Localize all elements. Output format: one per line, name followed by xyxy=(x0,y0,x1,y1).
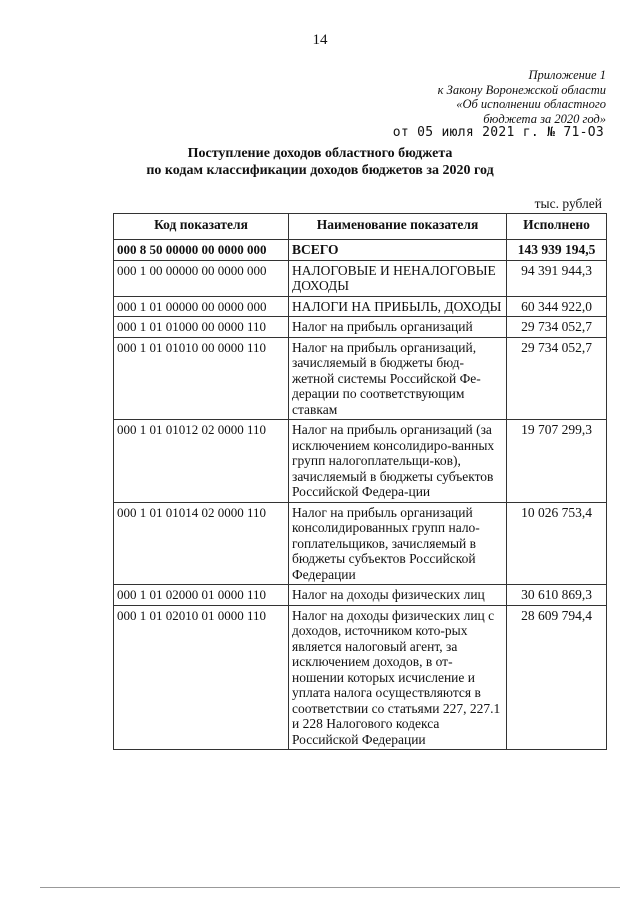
document-title xyxy=(0,145,640,179)
row-code: 000 1 01 00000 00 0000 000 xyxy=(114,296,289,317)
row-name: НАЛОГИ НА ПРИБЫЛЬ, ДОХОДЫ xyxy=(289,296,507,317)
table-row xyxy=(114,585,607,606)
row-value: 19 707 299,3 xyxy=(507,420,607,503)
row-value: 30 610 869,3 xyxy=(507,585,607,606)
appendix-line: «Об исполнении областного xyxy=(456,97,606,111)
row-name: Налог на доходы физических лиц с доходов, источником кото-рых является налоговый агент, за исключением доходов, в от-ношении которых исчисление и уплата налога осуществляются в соответствии со статьями 227, 227.1 и 228 Налогового кодекса Российской Федерации xyxy=(289,605,507,750)
row-name: Налог на прибыль организаций (за исключением консолидиро-ванных групп налогоплательщи-ков), зачисляемый в бюджеты субъектов Российской Федера-ции xyxy=(289,420,507,503)
row-code: 000 1 01 01014 02 0000 110 xyxy=(114,502,289,585)
row-name: Налог на доходы физических лиц xyxy=(289,585,507,606)
appendix-line: к Закону Воронежской области xyxy=(437,82,606,97)
title-line: по кодам классификации доходов бюджетов за 2020 год xyxy=(146,163,494,178)
row-value: 10 026 753,4 xyxy=(507,502,607,585)
appendix-note xyxy=(346,68,606,126)
row-name: НАЛОГОВЫЕ И НЕНАЛОГОВЫЕ ДОХОДЫ xyxy=(289,260,507,296)
row-name: Налог на прибыль организаций xyxy=(289,317,507,338)
row-code: 000 8 50 00000 00 0000 000 xyxy=(114,240,289,261)
units-label: тыс. рублей xyxy=(534,196,602,211)
table-row xyxy=(114,502,607,585)
row-value: 29 734 052,7 xyxy=(507,317,607,338)
table-row xyxy=(114,317,607,338)
table-row xyxy=(114,605,607,750)
row-code: 000 1 01 01000 00 0000 110 xyxy=(114,317,289,338)
row-code: 000 1 01 02000 01 0000 110 xyxy=(114,585,289,606)
row-value: 60 344 922,0 xyxy=(507,296,607,317)
row-value: 28 609 794,4 xyxy=(507,605,607,750)
table-row xyxy=(114,420,607,503)
decree-stamp: от 05 июля 2021 г. № 71-ОЗ xyxy=(392,125,604,140)
row-code: 000 1 01 01012 02 0000 110 xyxy=(114,420,289,503)
table-row-total xyxy=(114,240,607,261)
header-name: Наименование показателя xyxy=(289,214,507,240)
header-code: Код показателя xyxy=(114,214,289,240)
table-row xyxy=(114,296,607,317)
row-name: Налог на прибыль организаций консолидированных групп нало-гоплательщиков, зачисляемый в бюджеты субъектов Российской Федерации xyxy=(289,502,507,585)
row-value: 94 391 944,3 xyxy=(507,260,607,296)
header-value: Исполнено xyxy=(507,214,607,240)
row-code: 000 1 01 01010 00 0000 110 xyxy=(114,337,289,420)
row-value: 143 939 194,5 xyxy=(507,240,607,261)
table-row xyxy=(114,337,607,420)
title-line: Поступление доходов областного бюджета xyxy=(187,146,453,161)
table-row xyxy=(114,260,607,296)
page-bottom-rule xyxy=(40,887,620,888)
row-name: Налог на прибыль организаций, зачисляемый в бюджеты бюд-жетной системы Российской Фе-дерации по соответствующим ставкам xyxy=(289,337,507,420)
row-code: 000 1 00 00000 00 0000 000 xyxy=(114,260,289,296)
table-header-row xyxy=(114,214,607,240)
page-number: 14 xyxy=(312,32,328,48)
row-name: ВСЕГО xyxy=(289,240,507,261)
revenue-table xyxy=(113,213,607,750)
appendix-line: бюджета за 2020 год» xyxy=(483,111,606,126)
appendix-line: Приложение 1 xyxy=(528,68,606,82)
row-code: 000 1 01 02010 01 0000 110 xyxy=(114,605,289,750)
row-value: 29 734 052,7 xyxy=(507,337,607,420)
